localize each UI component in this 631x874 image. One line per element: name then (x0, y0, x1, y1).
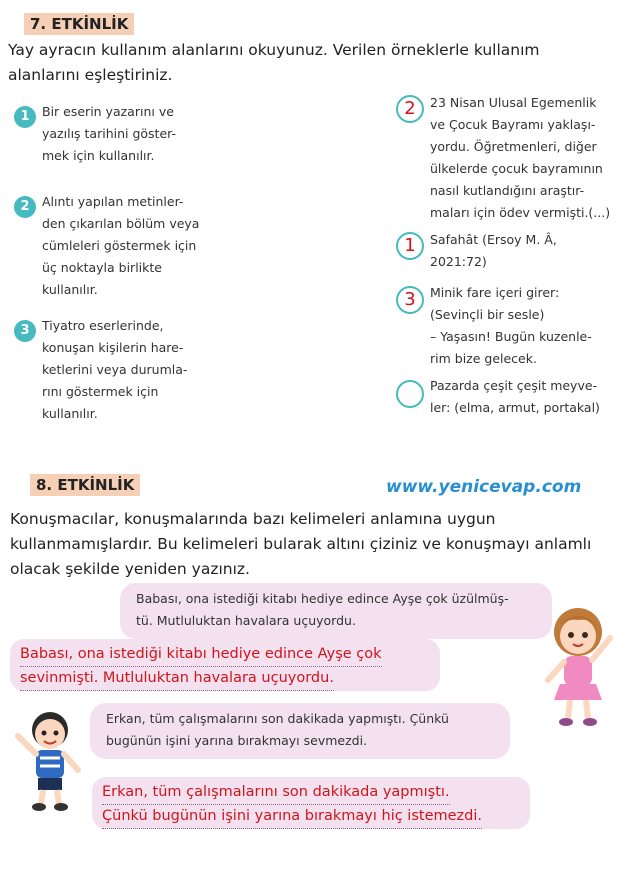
example-text: Pazarda çeşit çeşit meyve- ler: (elma, armut, portakal) (430, 378, 600, 415)
answer-box (10, 639, 440, 691)
answer-circle[interactable]: 3 (396, 286, 424, 314)
usage-text: Bir eserin yazarını ve yazılış tarihini göster- mek için kullanılır. (42, 104, 176, 163)
usage-text: Tiyatro eserlerinde, konuşan kişilerin hare- ketlerini veya durumla- rını göstermek için kullanılır. (42, 318, 188, 421)
answer-circle[interactable]: 2 (396, 95, 424, 123)
answer-box (92, 777, 530, 829)
usage-number: 2 (14, 196, 36, 218)
speech-bubble: Erkan, tüm çalışmalarını son dakikada yapmıştı. Çünkü bugünün işini yarına bırakmayı sevmezdi. (90, 703, 510, 759)
activity7-instruction: Yay ayracın kullanım alanlarını okuyunuz. Verilen örneklerle kullanım alanlarını eşleştiriniz. (8, 41, 540, 84)
answer-line: Çünkü bugünün işini yarına bırakmayı hiç istemezdi. (102, 805, 482, 829)
example-text: 23 Nisan Ulusal Egemenlik ve Çocuk Bayramı yaklaşı- yordu. Öğretmenleri, diğer ülkelerde çocuk bayramının nasıl kutlandığını araştır- maları için ödev vermişti.(...) (430, 95, 611, 220)
example-text: Minik fare içeri girer: (Sevinçli bir sesle) – Yaşasın! Bugün kuzenle- rim bize gelecek. (430, 285, 592, 366)
answer-circle[interactable] (396, 380, 424, 408)
usage-text: Alıntı yapılan metinler- den çıkarılan bölüm veya cümleleri göstermek için üç noktayla birlikte kullanılır. (42, 194, 200, 297)
speech-bubble: Babası, ona istediği kitabı hediye edince Ayşe çok üzülmüş- tü. Mutluluktan havalara uçuyordu. (120, 583, 552, 639)
usage-number: 1 (14, 106, 36, 128)
activity7-label: 7. ETKİNLİK (24, 13, 134, 35)
brand-watermark: www.yenicevap.com (386, 477, 582, 497)
answer-line: sevinmişti. Mutluluktan havalara uçuyordu. (20, 667, 334, 691)
example-text: Safahât (Ersoy M. Â, 2021:72) (430, 232, 557, 269)
answer-line: Babası, ona istediği kitabı hediye edince Ayşe çok (20, 643, 382, 667)
boy-illustration (8, 706, 92, 812)
usage-number: 3 (14, 320, 36, 342)
answer-line: Erkan, tüm çalışmalarını son dakikada yapmıştı. (102, 781, 450, 805)
answer-circle[interactable]: 1 (396, 232, 424, 260)
activity8-instruction: Konuşmacılar, konuşmalarında bazı kelimeleri anlamına uygun kullanmamışlardır. Bu kelimeleri bularak altını çiziniz ve konuşmayı anlamlı olacak şekilde yeniden yazınız. (10, 510, 592, 578)
activity8-label: 8. ETKİNLİK (30, 474, 140, 496)
